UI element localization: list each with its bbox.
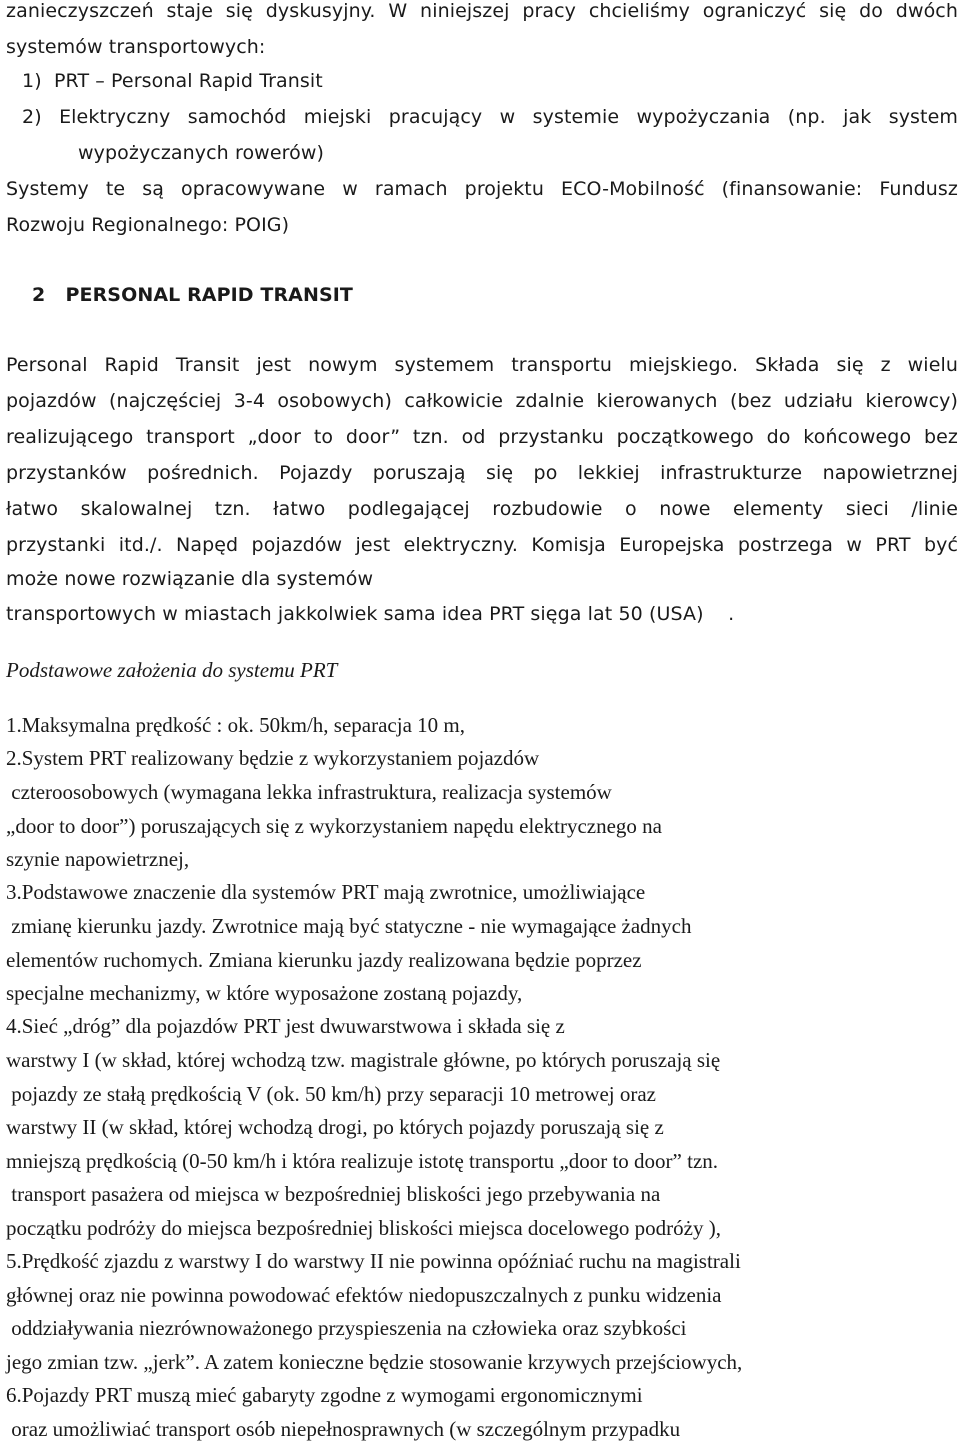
intro-line-1: zanieczyszczeń staje się dyskusyjny. W niniejszej pracy chcieliśmy ograniczyć się do dwóch	[6, 0, 958, 22]
assumption-line: „door to door”) poruszających się z wykorzystaniem napędu elektrycznego na	[6, 814, 662, 838]
intro-line-7: Rozwoju Regionalnego: POIG)	[6, 214, 290, 236]
assumption-line: zmianę kierunku jazdy. Zwrotnice mają być statyczne - nie wymagające żadnych	[6, 914, 692, 938]
paragraph-line-1: Personal Rapid Transit jest nowym systemem transportu miejskiego. Składa się z wielu	[6, 354, 958, 376]
section-heading: 2 PERSONAL RAPID TRANSIT	[32, 284, 353, 306]
list-item-2: 2) Elektryczny samochód miejski pracujący w systemie wypożyczania (np. jak system	[22, 106, 958, 128]
assumption-line: jego zmian tzw. „jerk”. A zatem konieczne będzie stosowanie krzywych przejściowych,	[6, 1350, 743, 1374]
assumption-line: transport pasażera od miejsca w bezpośredniej bliskości jego przebywania na	[6, 1182, 661, 1206]
assumption-line: 2.System PRT realizowany będzie z wykorzystaniem pojazdów	[6, 746, 540, 770]
assumption-line: oddziaływania niezrównoważonego przyspieszenia na człowieka oraz szybkości	[6, 1316, 687, 1340]
paragraph-line-4: przystanków pośrednich. Pojazdy poruszają się po lekkiej infrastrukturze napowietrznej	[6, 462, 958, 484]
assumption-line: 5.Prędkość zjazdu z warstwy I do warstwy II nie powinna opóźniać ruchu na magistrali	[6, 1249, 741, 1273]
assumption-line: szynie napowietrznej,	[6, 847, 190, 871]
paragraph-line-8: transportowych w miastach jakkolwiek sama idea PRT sięga lat 50 (USA) .	[6, 603, 735, 625]
assumption-line: oraz umożliwiać transport osób niepełnosprawnych (w szczególnym przypadku	[6, 1417, 681, 1441]
assumption-line: 6.Pojazdy PRT muszą mieć gabaryty zgodne z wymogami ergonomicznymi	[6, 1383, 643, 1407]
assumption-line: 1.Maksymalna prędkość : ok. 50km/h, separacja 10 m,	[6, 713, 465, 737]
assumption-line: warstwy II (w skład, której wchodzą drogi, po których pojazdy poruszają się z	[6, 1115, 664, 1139]
paragraph-line-5: łatwo skalowalnej tzn. łatwo podlegającej rozbudowie o nowe elementy sieci /linie	[6, 498, 958, 520]
assumption-line: warstwy I (w skład, której wchodzą tzw. magistrale główne, po których poruszają się	[6, 1048, 721, 1072]
assumption-line: 3.Podstawowe znaczenie dla systemów PRT mają zwrotnice, umożliwiające	[6, 880, 646, 904]
list-item-1: 1) PRT – Personal Rapid Transit	[22, 70, 323, 92]
assumption-line: czteroosobowych (wymagana lekka infrastruktura, realizacja systemów	[6, 780, 612, 804]
paragraph-line-2: pojazdów (najczęściej 3-4 osobowych) całkowicie zdalnie kierowanych (bez udziału kierowcy)	[6, 390, 958, 412]
assumption-line: pojazdy ze stałą prędkością V (ok. 50 km/h) przy separacji 10 metrowej oraz	[6, 1082, 656, 1106]
assumption-line: mniejszą prędkością (0-50 km/h i która realizuje istotę transportu „door to door” tzn.	[6, 1149, 719, 1173]
assumption-line: 4.Sieć „dróg” dla pojazdów PRT jest dwuwarstwowa i składa się z	[6, 1014, 565, 1038]
list-item-2-cont: wypożyczanych rowerów)	[78, 142, 324, 164]
intro-line-6: Systemy te są opracowywane w ramach projektu ECO-Mobilność (finansowanie: Fundusz	[6, 178, 958, 200]
paragraph-line-7: może nowe rozwiązanie dla systemów	[6, 568, 374, 590]
intro-line-2: systemów transportowych:	[6, 36, 266, 58]
assumption-line: początku podróży do miejsca bezpośredniej bliskości miejsca docelowego podróży ),	[6, 1216, 721, 1240]
paragraph-line-6: przystanki itd./. Napęd pojazdów jest elektryczny. Komisja Europejska postrzega w PRT być	[6, 534, 958, 556]
assumption-line: głównej oraz nie powinna powodować efektów niedopuszczalnych z punku widzenia	[6, 1283, 722, 1307]
assumption-line: specjalne mechanizmy, w które wyposażone zostaną pojazdy,	[6, 981, 523, 1005]
assumption-line: elementów ruchomych. Zmiana kierunku jazdy realizowana będzie poprzez	[6, 948, 642, 972]
paragraph-line-3: realizującego transport „door to door” tzn. od przystanku początkowego do końcowego bez	[6, 426, 958, 448]
assumptions-heading: Podstawowe założenia do systemu PRT	[6, 658, 338, 682]
